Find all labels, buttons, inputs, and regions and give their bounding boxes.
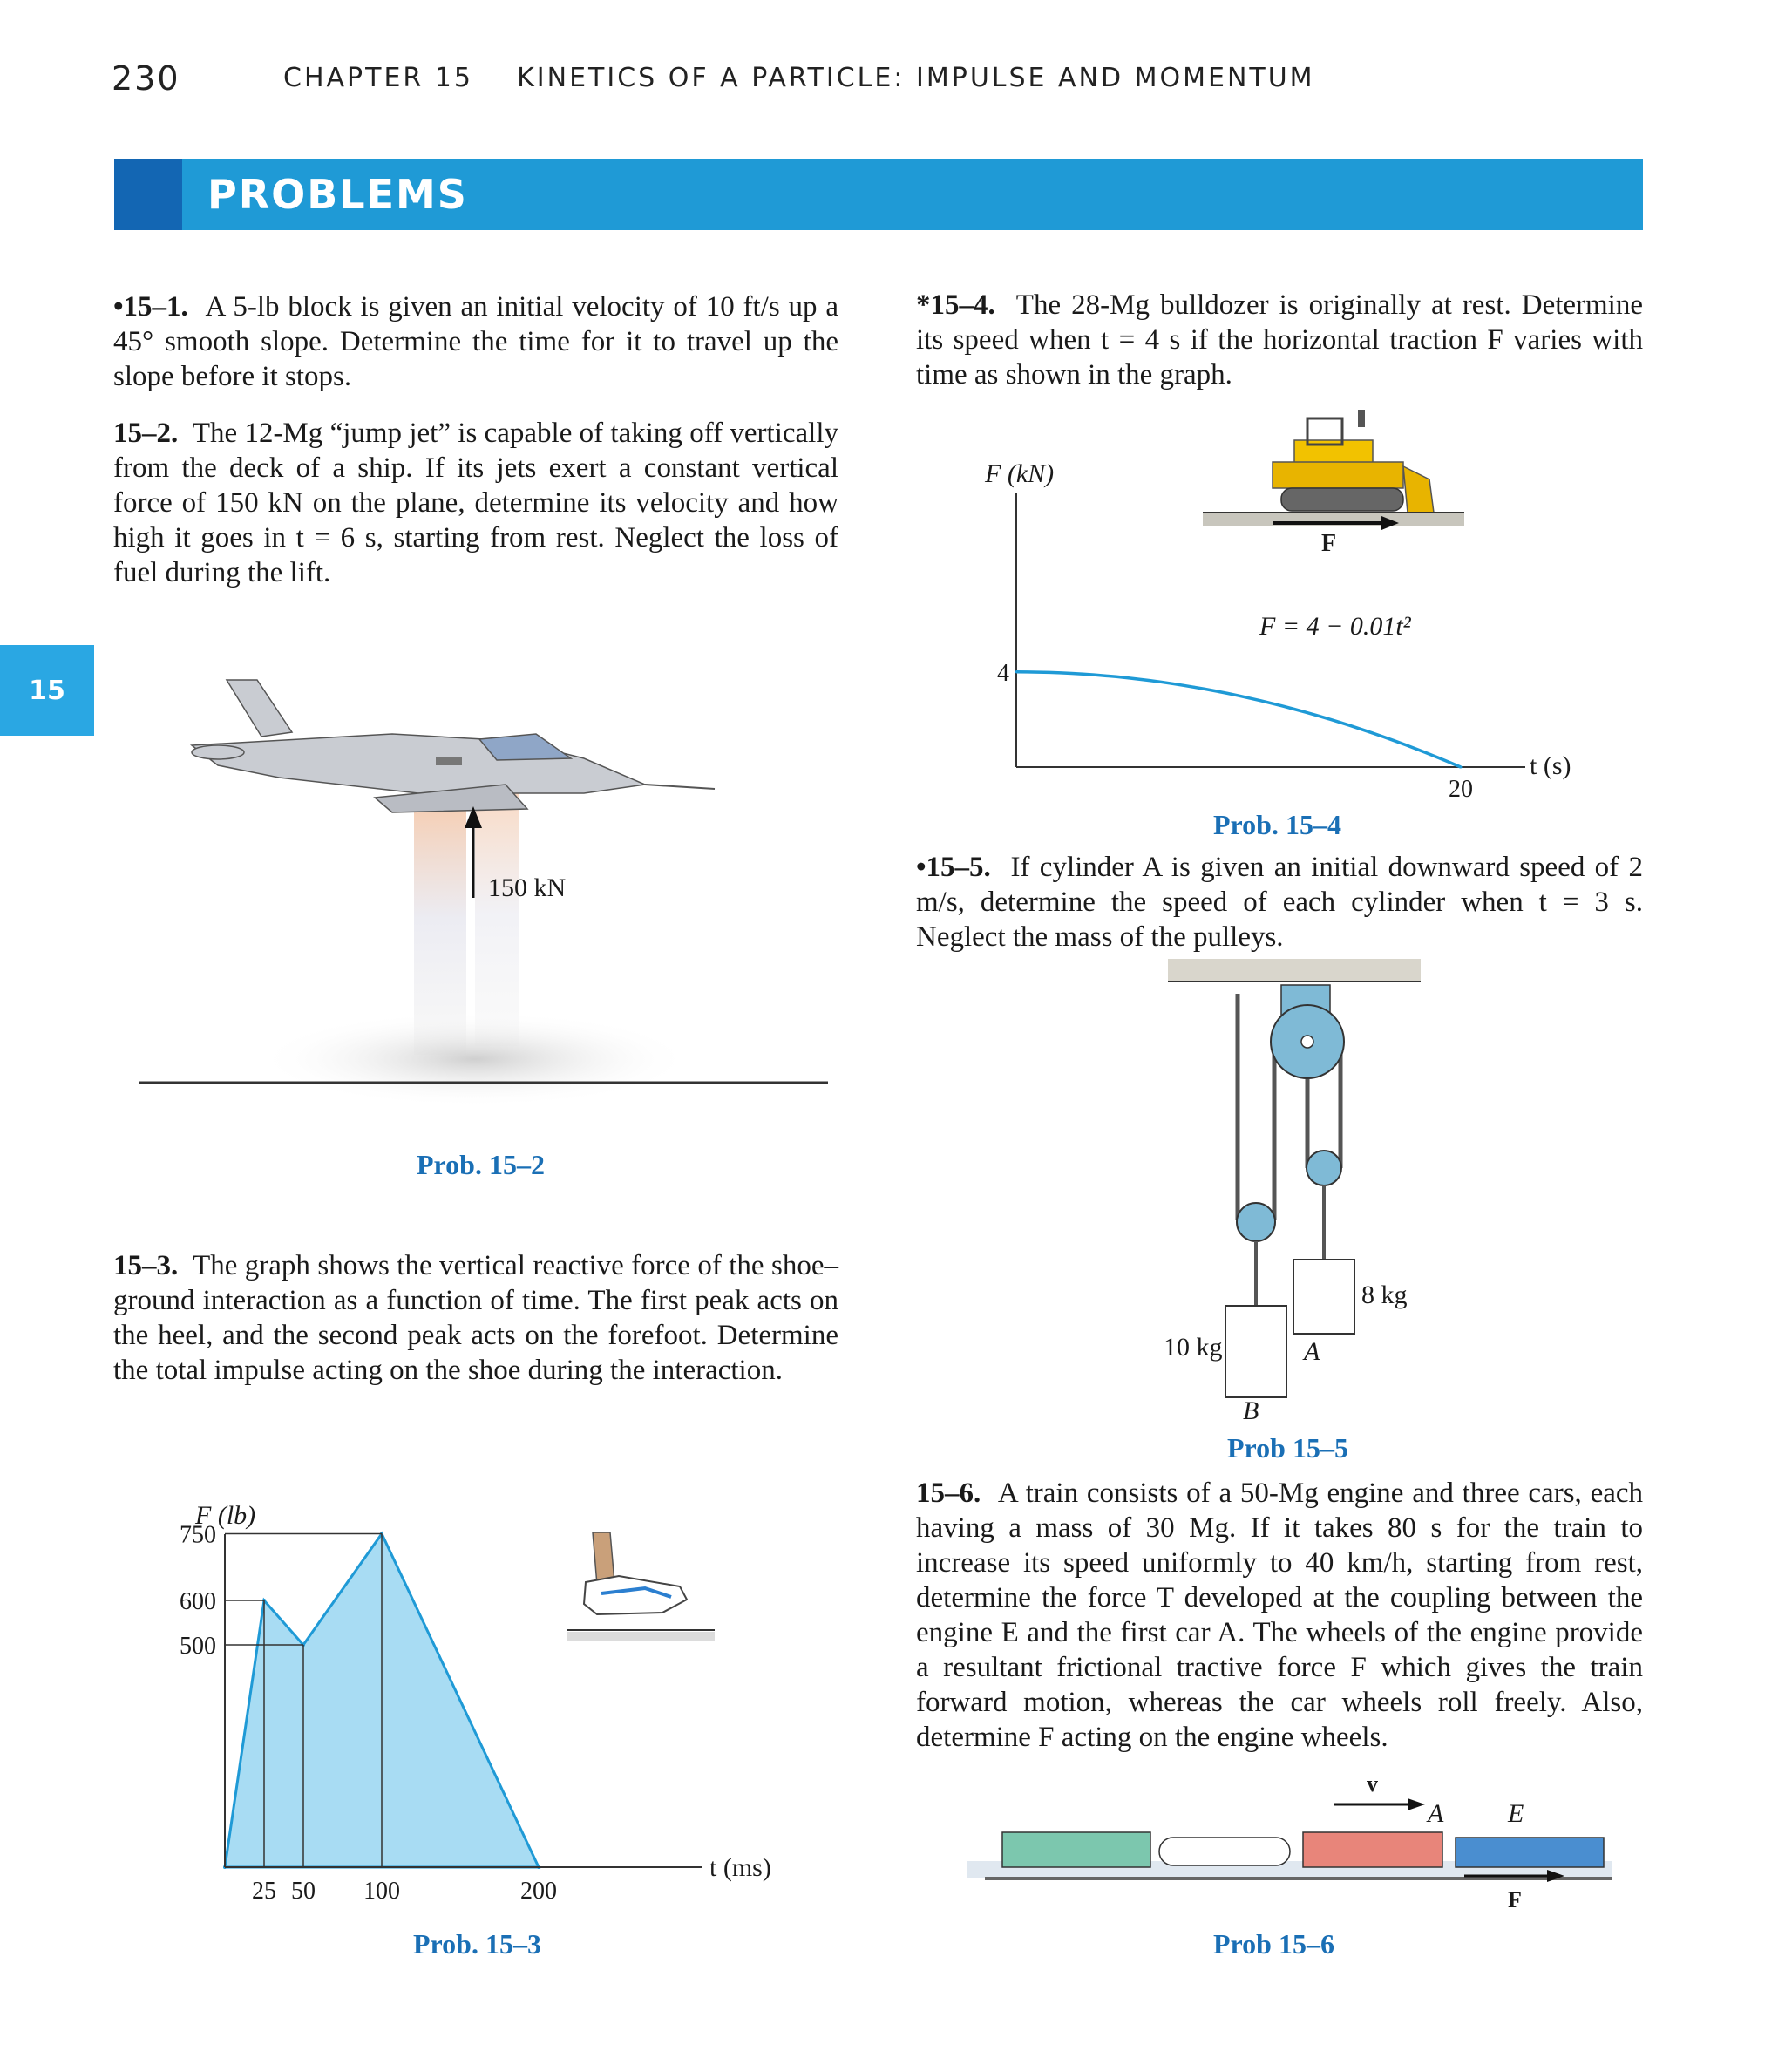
problem-15-1 <box>113 289 838 394</box>
y-axis-label: F (kN) <box>985 459 1055 488</box>
y-tick-label: 600 <box>180 1588 216 1615</box>
problem-text: A train consists of a 50-Mg engine and three cars, each having a mass of 30 Mg. If it takes 80 s for the train to increase its speed uniformly to 40 km/h, starting from rest, determine the force T developed at the coupling between the engine E and the first car A. The wheels of the engine provide a resultant frictional tractive force F which gives the train forward motion, whereas the car wheels roll freely. Also, determine F acting on the engine wheels. <box>916 1478 1644 1753</box>
figure-caption-15-3: Prob. 15–3 <box>413 1928 541 1960</box>
boxcar-green <box>1002 1832 1150 1867</box>
shoe-force-chart <box>157 1482 819 1909</box>
pulley-system-figure <box>1133 959 1464 1421</box>
cylinder-b-label: B <box>1243 1396 1259 1421</box>
problem-text: If cylinder A is given an initial downward speed of 2 m/s, determine the speed of each cylinder when t = 3 s. Neglect the mass of the pulleys. <box>916 852 1643 953</box>
section-title: PROBLEMS <box>207 171 468 218</box>
problem-text: The 12-Mg “jump jet” is capable of taking off vertically from the deck of a ship. If its jets exert a constant vertical force of 150 kN on the plane, determine its velocity and how high it goes in t = 6 s, starting from rest. Neglect the loss of fuel during the lift. <box>113 418 838 588</box>
data-point <box>1282 705 1285 708</box>
problem-number: 15–2. <box>113 418 179 449</box>
force-curve <box>1016 672 1461 767</box>
mass-b-label: 10 kg <box>1164 1333 1223 1362</box>
x-tick-label: 50 <box>291 1878 316 1905</box>
bulldozer-force-chart <box>959 410 1604 811</box>
chapter-label: CHAPTER 15 <box>283 63 473 93</box>
problem-number: *15–4. <box>916 289 995 321</box>
section-banner-accent <box>114 159 182 230</box>
x-tick-label: 25 <box>252 1878 276 1905</box>
shoe-illustration <box>567 1532 715 1641</box>
force-equation: F = 4 − 0.01t² <box>1259 612 1411 641</box>
figure-caption-15-4: Prob. 15–4 <box>1213 809 1341 840</box>
figure-caption-15-5: Prob 15–5 <box>1227 1432 1348 1464</box>
x-tick-label: 20 <box>1449 776 1473 803</box>
chapter-side-tab: 15 <box>0 645 94 736</box>
engine-e-label: E <box>1508 1799 1524 1828</box>
train-figure <box>950 1770 1630 1922</box>
velocity-label: v <box>1367 1771 1378 1797</box>
thrust-label: 150 kN <box>488 873 567 902</box>
problem-15-6 <box>916 1476 1643 1755</box>
pulley-a <box>1307 1151 1341 1185</box>
cylinder-a <box>1293 1260 1354 1334</box>
chapter-title: KINETICS OF A PARTICLE: IMPULSE AND MOMENTUM <box>517 63 1315 93</box>
problem-text: A 5-lb block is given an initial velocity of 10 ft/s up a 45° smooth slope. Determine the time for it to travel up the slope before it stops. <box>113 291 838 392</box>
running-header <box>283 63 1315 93</box>
problem-number: 15–6. <box>916 1478 981 1509</box>
page-number: 230 <box>112 59 180 98</box>
ceiling <box>1168 959 1421 982</box>
problem-15-3 <box>113 1248 838 1388</box>
bulldozer-illustration <box>1273 410 1434 513</box>
car-a <box>1303 1832 1442 1867</box>
y-axis-label: F (lb) <box>195 1501 256 1530</box>
data-point <box>1460 766 1463 769</box>
x-axis-label: t (s) <box>1530 751 1571 780</box>
data-point <box>1015 670 1018 673</box>
tractive-force-label: F <box>1508 1887 1522 1912</box>
problem-number: •15–1. <box>113 291 188 323</box>
y-tick-label: 750 <box>180 1521 216 1549</box>
y-tick-label: 500 <box>180 1633 216 1660</box>
data-point <box>1104 675 1107 677</box>
traction-label: F <box>1321 530 1337 557</box>
car-a-label: A <box>1428 1799 1444 1828</box>
tank-car <box>1159 1838 1290 1865</box>
figure-caption-15-6: Prob 15–6 <box>1213 1928 1334 1960</box>
problem-number: 15–3. <box>113 1250 179 1281</box>
problem-number: •15–5. <box>916 852 991 883</box>
jump-jet-figure <box>131 662 845 1142</box>
mass-a-label: 8 kg <box>1361 1281 1408 1309</box>
data-point <box>1193 686 1196 689</box>
problem-15-4 <box>916 288 1643 392</box>
data-point <box>1371 731 1374 734</box>
cylinder-b <box>1225 1306 1286 1397</box>
pulley-b <box>1237 1203 1275 1241</box>
velocity-arrow <box>1334 1798 1425 1810</box>
y-tick-label: 4 <box>997 659 1009 687</box>
ground-dust <box>257 1011 693 1107</box>
figure-caption-15-2: Prob. 15–2 <box>417 1149 545 1180</box>
jet-aircraft <box>192 680 715 812</box>
x-tick-label: 100 <box>363 1878 400 1905</box>
engine <box>1456 1838 1604 1867</box>
problem-15-2 <box>113 416 838 590</box>
problem-15-5 <box>916 850 1643 954</box>
problem-text: The 28-Mg bulldozer is originally at rest. Determine its speed when t = 4 s if the horizontal traction F varies with time as shown in the graph. <box>916 289 1643 391</box>
x-axis-label: t (ms) <box>709 1853 771 1882</box>
cylinder-a-label: A <box>1304 1337 1320 1366</box>
problem-text: The graph shows the vertical reactive force of the shoe–ground interaction as a function of time. The first peak acts on the heel, and the second peak acts on the forefoot. Determine the total impulse acting on the shoe during the interaction. <box>113 1250 838 1386</box>
x-tick-label: 200 <box>520 1878 557 1905</box>
